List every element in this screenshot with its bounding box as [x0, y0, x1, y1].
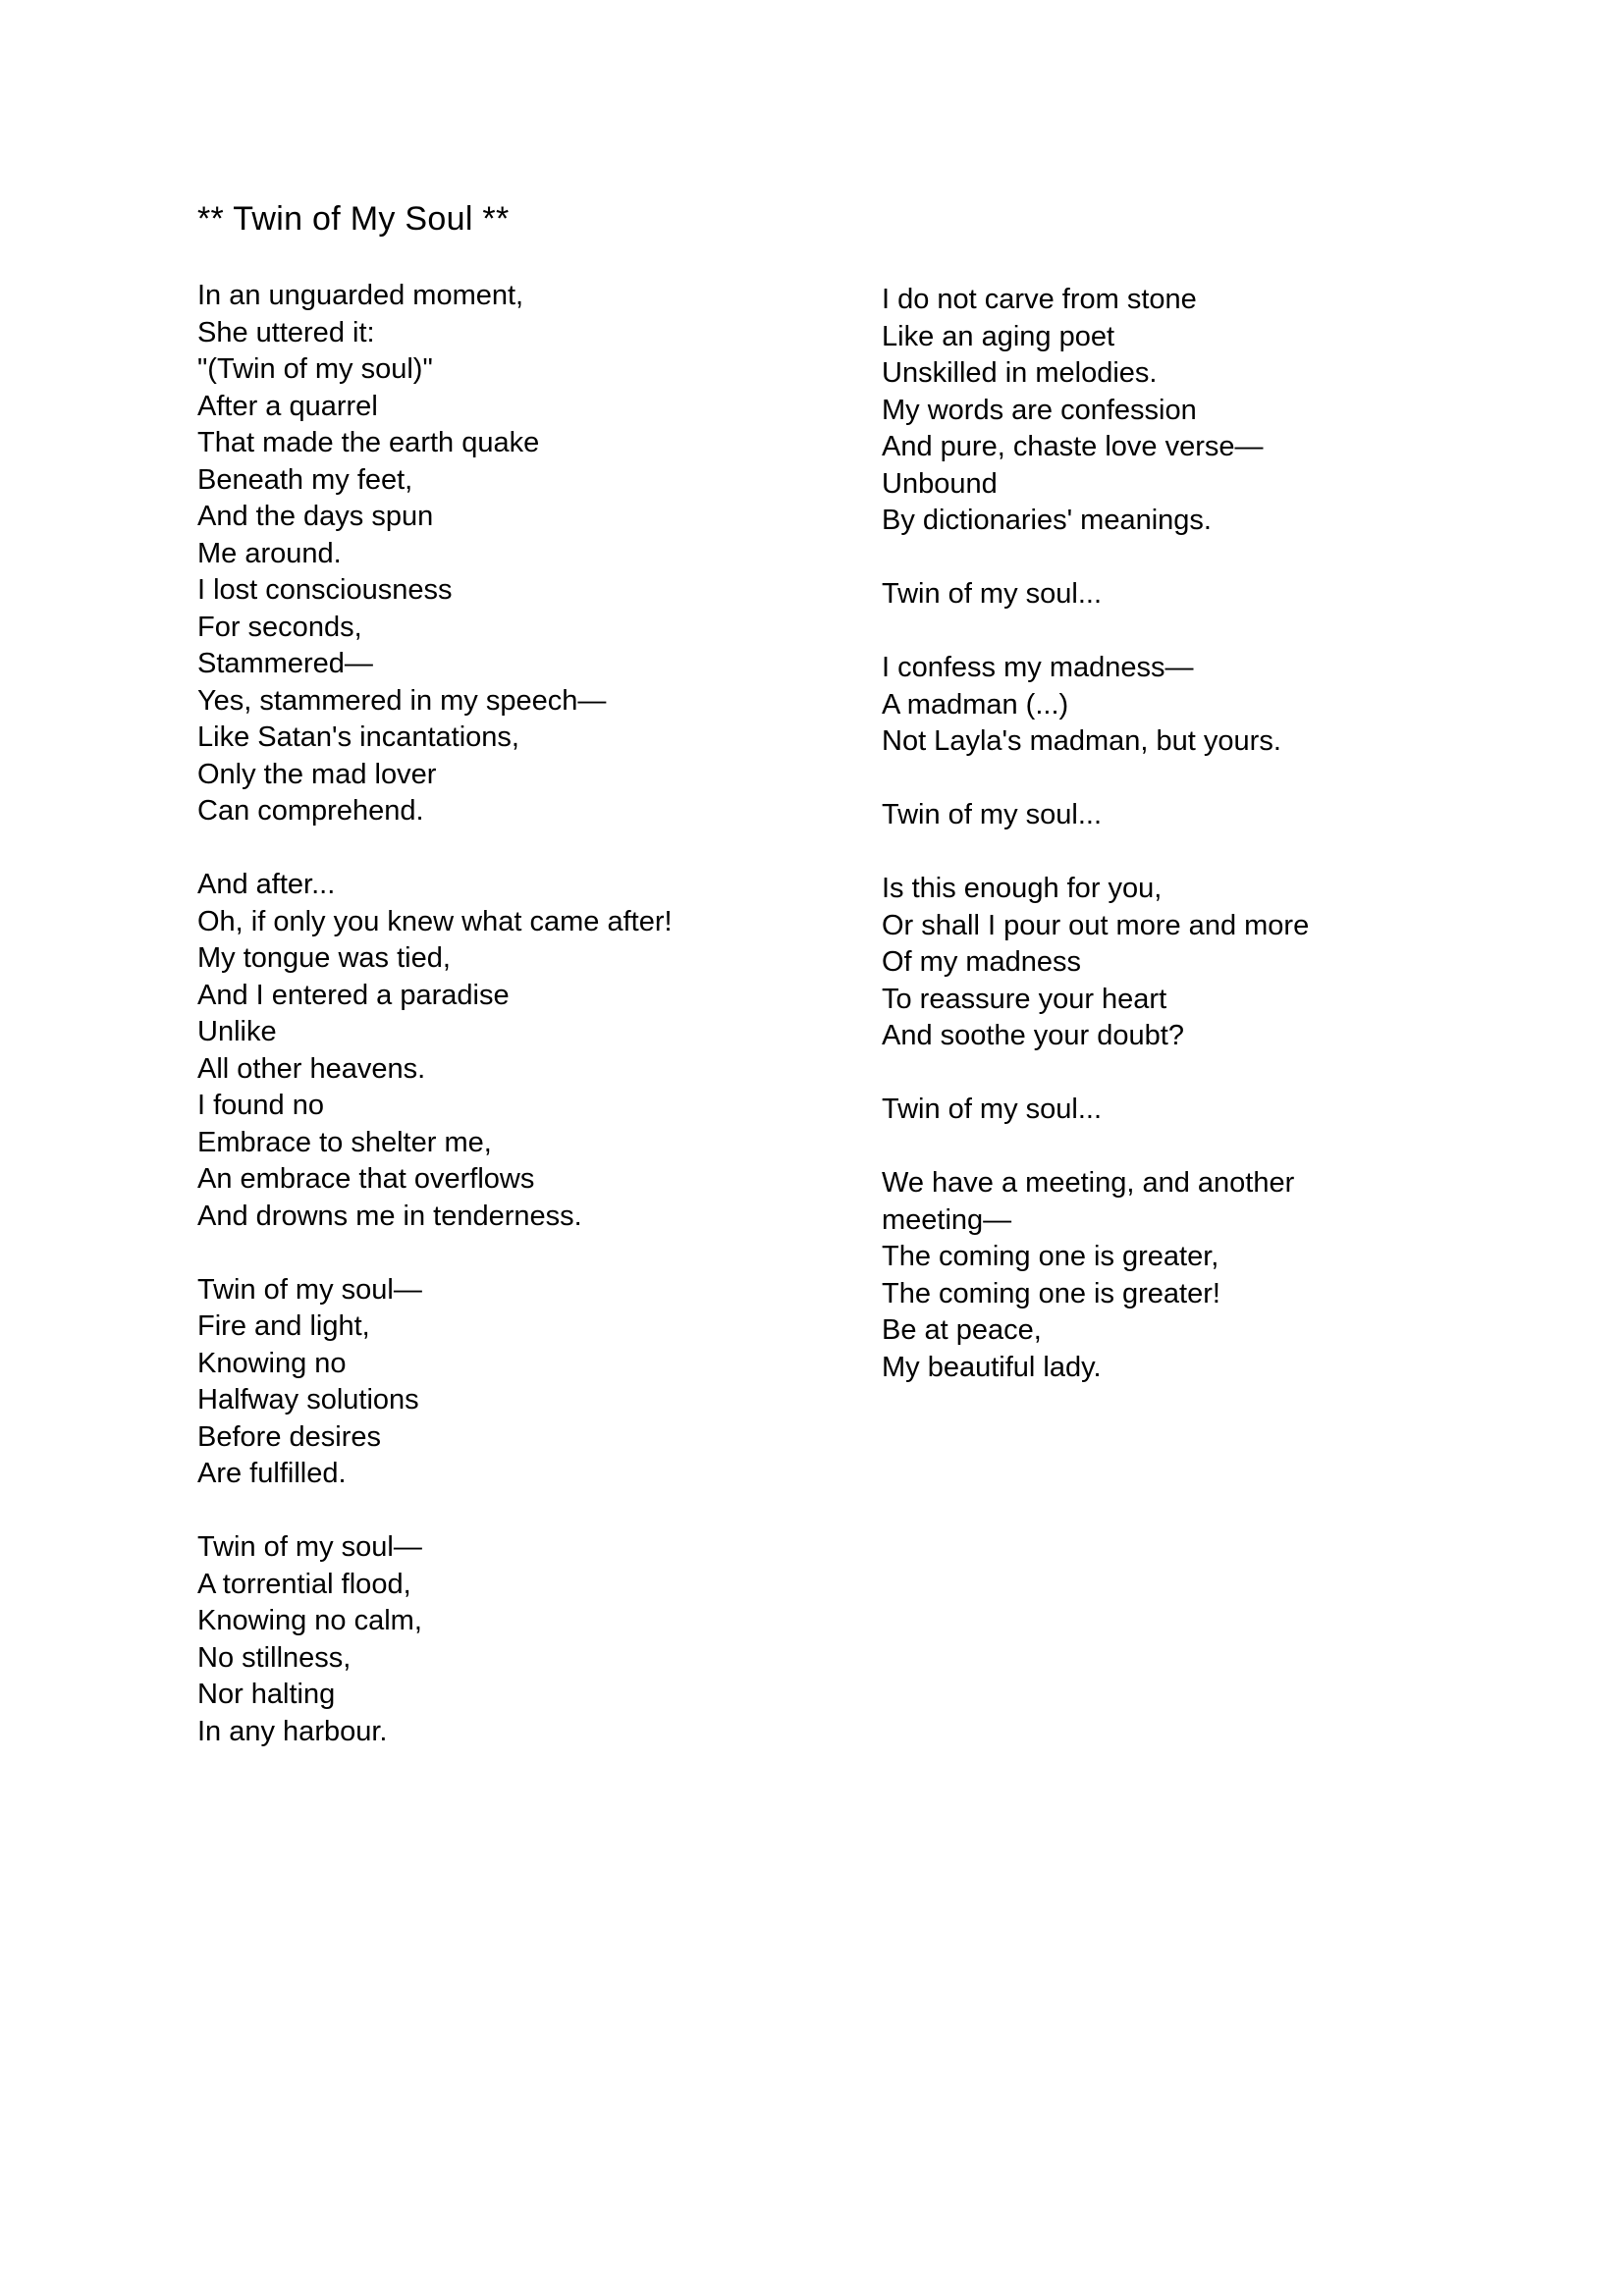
stanza: [882, 1165, 1549, 1386]
poem-line: Stammered—: [197, 648, 373, 679]
poem-line: Beneath my feet,: [197, 463, 413, 496]
poem-line: Knowing no calm,: [197, 1605, 422, 1636]
poem-line: I found no: [197, 1090, 324, 1121]
poem-line: Twin of my soul...: [882, 578, 1103, 610]
poem-line: Knowing no: [197, 1347, 347, 1379]
poem-line: And I entered a paradise: [197, 979, 510, 1011]
poem-line: By dictionaries' meanings.: [882, 505, 1212, 536]
poem-line: After a quarrel: [197, 390, 378, 422]
poem-line: Halfway solutions: [197, 1384, 419, 1415]
poem-line: And soothe your doubt?: [882, 1020, 1184, 1051]
stanza: [882, 576, 1549, 614]
poem-line: "(Twin of my soul)": [197, 353, 433, 385]
poem-line: Me around.: [197, 537, 342, 569]
poem-title: ** Twin of My Soul **: [197, 200, 510, 238]
poem-line: All other heavens.: [197, 1052, 426, 1085]
poem-line: That made the earth quake: [197, 427, 540, 458]
poem-line: In an unguarded moment,: [197, 280, 524, 311]
poem-line: Before desires: [197, 1420, 381, 1453]
poem-line: Of my madness: [882, 946, 1082, 978]
stanza: [882, 797, 1549, 834]
poem-line: Embrace to shelter me,: [197, 1126, 492, 1158]
poem-line: I do not carve from stone: [882, 284, 1197, 315]
poem-line: No stillness,: [197, 1641, 352, 1674]
poem-line: Yes, stammered in my speech—: [197, 684, 607, 717]
poem-line: The coming one is greater,: [882, 1241, 1219, 1272]
poem-line: Oh, if only you knew what came after!: [197, 905, 673, 937]
stanza: [882, 871, 1549, 1055]
poem-line: Is this enough for you,: [882, 873, 1163, 904]
poem-line: I lost consciousness: [197, 574, 453, 606]
poem-line: My beautiful lady.: [882, 1351, 1102, 1383]
poem-line: A madman (...): [882, 688, 1069, 721]
poem-line: My words are confession: [882, 394, 1197, 426]
poem-line: Twin of my soul—: [197, 1273, 422, 1306]
poem-line: Fire and light,: [197, 1310, 370, 1342]
stanza: [197, 867, 865, 1235]
poem-line: A torrential flood,: [197, 1568, 411, 1600]
poem-line: Or shall I pour out more and more: [882, 909, 1310, 941]
poem-line: To reassure your heart: [882, 983, 1167, 1015]
stanza: [197, 1529, 865, 1750]
poem-line: Not Layla's madman, but yours.: [882, 725, 1281, 757]
stanza: [197, 1272, 865, 1493]
poem-line: Are fulfilled.: [197, 1458, 347, 1489]
poem-line: Can comprehend.: [197, 795, 424, 827]
poem-line: An embrace that overflows: [197, 1163, 535, 1195]
poem-line: Unlike: [197, 1016, 277, 1047]
poem-line: I confess my madness—: [882, 652, 1194, 683]
poem-line: Unskilled in melodies.: [882, 357, 1158, 389]
poem-line: My tongue was tied,: [197, 942, 451, 974]
poem-line: In any harbour.: [197, 1715, 388, 1747]
poem-line: And drowns me in tenderness.: [197, 1200, 582, 1232]
poem-line: Like Satan's incantations,: [197, 721, 519, 753]
stanza: [882, 1092, 1549, 1129]
poem-line: meeting—: [882, 1203, 1012, 1236]
poem-line: Only the mad lover: [197, 758, 437, 790]
poem-line: Twin of my soul...: [882, 799, 1103, 830]
poem-line: Unbound: [882, 467, 998, 500]
poem-line: And the days spun: [197, 501, 434, 532]
poem-line: Twin of my soul—: [197, 1531, 422, 1563]
poem-line: For seconds,: [197, 611, 362, 643]
poem-line: Like an aging poet: [882, 320, 1115, 352]
poem-line: The coming one is greater!: [882, 1277, 1220, 1309]
left-column: [197, 278, 865, 1788]
right-column: [882, 282, 1549, 1423]
poem-line: Be at peace,: [882, 1314, 1042, 1346]
poem-line: And after...: [197, 869, 336, 900]
stanza: [882, 650, 1549, 761]
poem-line: We have a meeting, and another: [882, 1167, 1295, 1199]
poem-line: And pure, chaste love verse—: [882, 431, 1264, 462]
poem-line: Nor halting: [197, 1679, 336, 1710]
poem-line: She uttered it:: [197, 316, 375, 348]
stanza: [197, 278, 865, 830]
poem-line: Twin of my soul...: [882, 1094, 1103, 1125]
stanza: [882, 282, 1549, 540]
